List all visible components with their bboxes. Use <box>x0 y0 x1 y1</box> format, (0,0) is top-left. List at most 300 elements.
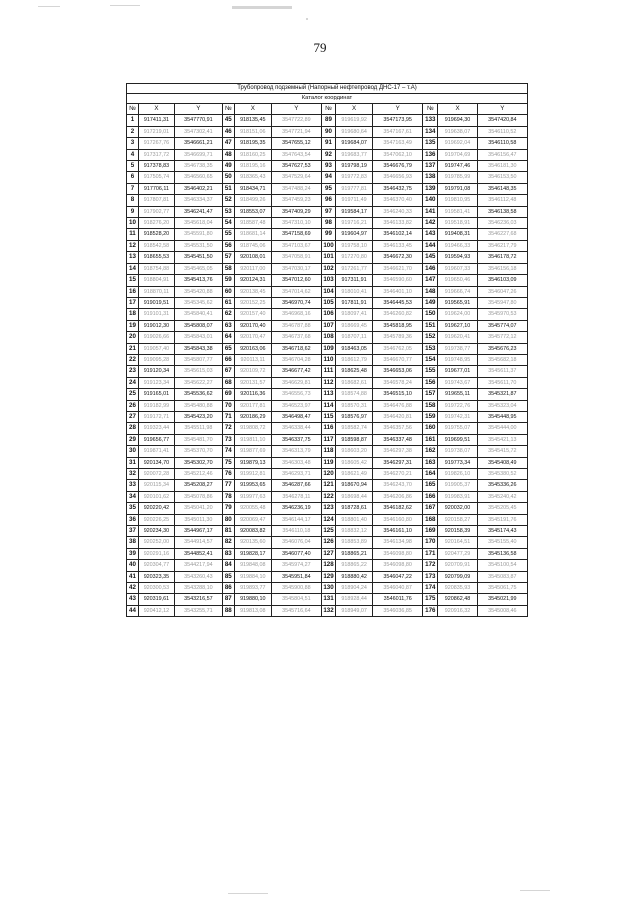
x-coordinate-cell: 918949,07 <box>336 605 373 616</box>
y-coordinate-cell: 3546672,30 <box>373 252 423 263</box>
point-number-cell: 72 <box>222 423 234 434</box>
column-header-x: X <box>336 104 373 115</box>
x-coordinate-cell: 919699,51 <box>438 434 477 445</box>
y-coordinate-cell: 3543255,71 <box>174 605 222 616</box>
y-coordinate-cell: 3545302,70 <box>174 457 222 468</box>
point-number-cell: 24 <box>127 377 139 388</box>
table-row <box>127 183 528 194</box>
point-number-cell: 30 <box>127 446 139 457</box>
x-coordinate-cell: 918434,71 <box>234 183 271 194</box>
x-coordinate-cell: 920477,29 <box>438 548 477 559</box>
x-coordinate-cell: 920108,01 <box>234 252 271 263</box>
x-coordinate-cell: 919748,95 <box>438 354 477 365</box>
table-row <box>127 605 528 616</box>
x-coordinate-cell: 919655,11 <box>438 389 477 400</box>
table-row <box>127 115 528 126</box>
y-coordinate-cell: 3543288,10 <box>174 583 222 594</box>
x-coordinate-cell: 919604,97 <box>336 229 373 240</box>
y-coordinate-cell: 3543216,57 <box>174 594 222 605</box>
x-coordinate-cell: 920709,91 <box>438 560 477 571</box>
y-coordinate-cell: 3545465,05 <box>174 263 222 274</box>
x-coordinate-cell: 917267,76 <box>138 138 174 149</box>
point-number-cell: 47 <box>222 138 234 149</box>
y-coordinate-cell: 3546297,31 <box>373 457 423 468</box>
scan-artifact <box>228 893 268 894</box>
table-title: Трубопровод подземный (Напорный нефтепровод ДНС-17 – т.А) <box>127 84 528 94</box>
x-coordinate-cell: 918853,89 <box>336 537 373 548</box>
y-coordinate-cell: 3546036,85 <box>373 605 423 616</box>
point-number-cell: 87 <box>222 594 234 605</box>
point-number-cell: 74 <box>222 446 234 457</box>
y-coordinate-cell: 3546420,81 <box>373 411 423 422</box>
x-coordinate-cell: 920124,31 <box>234 275 271 286</box>
point-number-cell: 65 <box>222 343 234 354</box>
table-row <box>127 377 528 388</box>
y-coordinate-cell: 3545611,70 <box>477 377 527 388</box>
point-number-cell: 52 <box>222 195 234 206</box>
y-coordinate-cell: 3546357,56 <box>373 423 423 434</box>
point-number-cell: 29 <box>127 434 139 445</box>
x-coordinate-cell: 918010,41 <box>336 286 373 297</box>
x-coordinate-cell: 919581,41 <box>438 206 477 217</box>
y-coordinate-cell: 3547058,91 <box>271 252 321 263</box>
table-row <box>127 389 528 400</box>
x-coordinate-cell: 918681,14 <box>234 229 271 240</box>
y-coordinate-cell: 3546313,79 <box>271 446 321 457</box>
y-coordinate-cell: 3547173,95 <box>373 115 423 126</box>
point-number-cell: 116 <box>321 423 335 434</box>
x-coordinate-cell: 918865,21 <box>336 548 373 559</box>
x-coordinate-cell: 918832,12 <box>336 526 373 537</box>
table-row <box>127 594 528 605</box>
point-number-cell: 94 <box>321 172 335 183</box>
point-number-cell: 88 <box>222 605 234 616</box>
y-coordinate-cell: 3545380,52 <box>477 469 527 480</box>
point-number-cell: 152 <box>423 332 438 343</box>
column-header-y: Y <box>174 104 222 115</box>
y-coordinate-cell: 3546217,79 <box>477 240 527 251</box>
x-coordinate-cell: 919808,72 <box>234 423 271 434</box>
y-coordinate-cell: 3546178,72 <box>477 252 527 263</box>
table-row <box>127 275 528 286</box>
y-coordinate-cell: 3546138,58 <box>477 206 527 217</box>
x-coordinate-cell: 918499,26 <box>234 195 271 206</box>
point-number-cell: 173 <box>423 571 438 582</box>
y-coordinate-cell: 3545807,77 <box>174 354 222 365</box>
point-number-cell: 35 <box>127 503 139 514</box>
y-coordinate-cell: 3546287,66 <box>271 480 321 491</box>
y-coordinate-cell: 3546243,70 <box>373 480 423 491</box>
point-number-cell: 51 <box>222 183 234 194</box>
point-number-cell: 93 <box>321 161 335 172</box>
x-coordinate-cell: 919182,99 <box>138 400 174 411</box>
y-coordinate-cell: 3545618,04 <box>174 218 222 229</box>
x-coordinate-cell: 920072,28 <box>138 469 174 480</box>
y-coordinate-cell: 3546718,62 <box>271 343 321 354</box>
x-coordinate-cell: 920117,00 <box>234 263 271 274</box>
x-coordinate-cell: 918160,25 <box>234 149 271 160</box>
x-coordinate-cell: 919758,10 <box>336 240 373 251</box>
x-coordinate-cell: 919607,33 <box>438 263 477 274</box>
y-coordinate-cell: 3546621,70 <box>373 263 423 274</box>
x-coordinate-cell: 919773,34 <box>438 457 477 468</box>
point-number-cell: 162 <box>423 446 438 457</box>
y-coordinate-cell: 3546970,74 <box>271 297 321 308</box>
x-coordinate-cell: 919466,33 <box>438 240 477 251</box>
y-coordinate-cell: 3546110,58 <box>477 138 527 149</box>
y-coordinate-cell: 3545840,41 <box>174 309 222 320</box>
x-coordinate-cell: 918682,61 <box>336 377 373 388</box>
x-coordinate-cell: 918655,53 <box>138 252 174 263</box>
point-number-cell: 89 <box>321 115 335 126</box>
point-number-cell: 78 <box>222 491 234 502</box>
x-coordinate-cell: 919848,08 <box>234 560 271 571</box>
x-coordinate-cell: 919813,08 <box>234 605 271 616</box>
point-number-cell: 54 <box>222 218 234 229</box>
point-number-cell: 123 <box>321 503 335 514</box>
point-number-cell: 6 <box>127 172 139 183</box>
x-coordinate-cell: 919755,07 <box>438 423 477 434</box>
point-number-cell: 36 <box>127 514 139 525</box>
y-coordinate-cell: 3545208,27 <box>174 480 222 491</box>
y-coordinate-cell: 3546334,37 <box>174 195 222 206</box>
y-coordinate-cell: 3546762,05 <box>373 343 423 354</box>
y-coordinate-cell: 3546337,75 <box>271 434 321 445</box>
x-coordinate-cell: 919172,71 <box>138 411 174 422</box>
y-coordinate-cell: 3546699,71 <box>174 149 222 160</box>
point-number-cell: 77 <box>222 480 234 491</box>
y-coordinate-cell: 3546144,17 <box>271 514 321 525</box>
y-coordinate-cell: 3543260,43 <box>174 571 222 582</box>
table-row <box>127 229 528 240</box>
point-number-cell: 129 <box>321 571 335 582</box>
y-coordinate-cell: 3546148,35 <box>477 183 527 194</box>
y-coordinate-cell: 3545531,50 <box>174 240 222 251</box>
x-coordinate-cell: 919638,07 <box>438 126 477 137</box>
y-coordinate-cell: 3545511,98 <box>174 423 222 434</box>
x-coordinate-cell: 917317,72 <box>138 149 174 160</box>
y-coordinate-cell: 3546338,44 <box>271 423 321 434</box>
x-coordinate-cell: 919791,08 <box>438 183 477 194</box>
y-coordinate-cell: 3545804,51 <box>271 594 321 605</box>
table-row <box>127 138 528 149</box>
x-coordinate-cell: 918804,91 <box>138 275 174 286</box>
x-coordinate-cell: 920916,32 <box>438 605 477 616</box>
y-coordinate-cell: 3545843,01 <box>174 332 222 343</box>
y-coordinate-cell: 3547488,24 <box>271 183 321 194</box>
table-row <box>127 400 528 411</box>
point-number-cell: 83 <box>222 548 234 559</box>
y-coordinate-cell: 3547655,12 <box>271 138 321 149</box>
x-coordinate-cell: 920799,09 <box>438 571 477 582</box>
x-coordinate-cell: 919772,83 <box>336 172 373 183</box>
y-coordinate-cell: 3546738,35 <box>174 161 222 172</box>
y-coordinate-cell: 3546236,19 <box>271 503 321 514</box>
x-coordinate-cell: 920291,16 <box>138 548 174 559</box>
table-row <box>127 286 528 297</box>
point-number-cell: 53 <box>222 206 234 217</box>
y-coordinate-cell: 3547721,94 <box>271 126 321 137</box>
y-coordinate-cell: 3547030,17 <box>271 263 321 274</box>
y-coordinate-cell: 3546047,26 <box>477 286 527 297</box>
x-coordinate-cell: 917811,91 <box>336 297 373 308</box>
point-number-cell: 148 <box>423 286 438 297</box>
y-coordinate-cell: 3545676,23 <box>477 343 527 354</box>
y-coordinate-cell: 3545481,70 <box>174 434 222 445</box>
page-number: 79 <box>313 40 327 55</box>
x-coordinate-cell: 918870,11 <box>138 286 174 297</box>
point-number-cell: 104 <box>321 286 335 297</box>
x-coordinate-cell: 920252,00 <box>138 537 174 548</box>
y-coordinate-cell: 3547167,61 <box>373 126 423 137</box>
point-number-cell: 135 <box>423 138 438 149</box>
x-coordinate-cell: 918582,74 <box>336 423 373 434</box>
x-coordinate-cell: 919656,77 <box>138 434 174 445</box>
point-number-cell: 25 <box>127 389 139 400</box>
y-coordinate-cell: 3546134,98 <box>373 537 423 548</box>
y-coordinate-cell: 3545951,84 <box>271 571 321 582</box>
point-number-cell: 5 <box>127 161 139 172</box>
y-coordinate-cell: 3545536,62 <box>174 389 222 400</box>
point-number-cell: 120 <box>321 469 335 480</box>
point-number-cell: 40 <box>127 560 139 571</box>
y-coordinate-cell: 3545843,38 <box>174 343 222 354</box>
y-coordinate-cell: 3547770,91 <box>174 115 222 126</box>
point-number-cell: 114 <box>321 400 335 411</box>
x-coordinate-cell: 918463,05 <box>336 343 373 354</box>
y-coordinate-cell: 3546661,21 <box>174 138 222 149</box>
y-coordinate-cell: 3545174,43 <box>477 526 527 537</box>
x-coordinate-cell: 918865,22 <box>336 560 373 571</box>
table-row <box>127 411 528 422</box>
y-coordinate-cell: 3546578,24 <box>373 377 423 388</box>
y-coordinate-cell: 3546161,10 <box>373 526 423 537</box>
y-coordinate-cell: 3545480,88 <box>174 400 222 411</box>
point-number-cell: 62 <box>222 309 234 320</box>
x-coordinate-cell: 918605,42 <box>336 457 373 468</box>
column-header-number: № <box>127 104 139 115</box>
x-coordinate-cell: 919879,13 <box>234 457 271 468</box>
x-coordinate-cell: 918276,20 <box>138 218 174 229</box>
table-row <box>127 366 528 377</box>
y-coordinate-cell: 3545970,53 <box>477 309 527 320</box>
y-coordinate-cell: 3546182,62 <box>373 503 423 514</box>
x-coordinate-cell: 919692,04 <box>438 138 477 149</box>
point-number-cell: 15 <box>127 275 139 286</box>
x-coordinate-cell: 920157,40 <box>234 309 271 320</box>
table-row <box>127 332 528 343</box>
x-coordinate-cell: 918754,88 <box>138 263 174 274</box>
table-row <box>127 469 528 480</box>
x-coordinate-cell: 917219,01 <box>138 126 174 137</box>
x-coordinate-cell: 919619,92 <box>336 115 373 126</box>
y-coordinate-cell: 3546133,82 <box>373 218 423 229</box>
point-number-cell: 101 <box>321 252 335 263</box>
x-coordinate-cell: 920083,82 <box>234 526 271 537</box>
x-coordinate-cell: 919565,91 <box>438 297 477 308</box>
table-row <box>127 161 528 172</box>
point-number-cell: 44 <box>127 605 139 616</box>
point-number-cell: 122 <box>321 491 335 502</box>
x-coordinate-cell: 919057,40 <box>138 343 174 354</box>
x-coordinate-cell: 917378,83 <box>138 161 174 172</box>
point-number-cell: 8 <box>127 195 139 206</box>
y-coordinate-cell: 3546133,45 <box>373 240 423 251</box>
point-number-cell: 63 <box>222 320 234 331</box>
y-coordinate-cell: 3545321,87 <box>477 389 527 400</box>
coordinate-table <box>126 83 528 617</box>
y-coordinate-cell: 3547014,62 <box>271 286 321 297</box>
x-coordinate-cell: 918553,07 <box>234 206 271 217</box>
y-coordinate-cell: 3545408,49 <box>477 457 527 468</box>
point-number-cell: 60 <box>222 286 234 297</box>
x-coordinate-cell: 918928,44 <box>336 594 373 605</box>
point-number-cell: 86 <box>222 583 234 594</box>
point-number-cell: 79 <box>222 503 234 514</box>
x-coordinate-cell: 918621,49 <box>336 469 373 480</box>
y-coordinate-cell: 3547012,60 <box>271 275 321 286</box>
point-number-cell: 117 <box>321 434 335 445</box>
x-coordinate-cell: 919738,07 <box>438 446 477 457</box>
y-coordinate-cell: 3546968,16 <box>271 309 321 320</box>
y-coordinate-cell: 3546787,88 <box>271 320 321 331</box>
point-number-cell: 91 <box>321 138 335 149</box>
x-coordinate-cell: 919684,07 <box>336 138 373 149</box>
table-row <box>127 149 528 160</box>
y-coordinate-cell: 3545818,95 <box>373 320 423 331</box>
point-number-cell: 22 <box>127 354 139 365</box>
point-number-cell: 171 <box>423 548 438 559</box>
y-coordinate-cell: 3546110,52 <box>477 126 527 137</box>
point-number-cell: 1 <box>127 115 139 126</box>
y-coordinate-cell: 3544217,94 <box>174 560 222 571</box>
y-coordinate-cell: 3546293,71 <box>271 469 321 480</box>
point-number-cell: 144 <box>423 240 438 251</box>
y-coordinate-cell: 3546432,75 <box>373 183 423 194</box>
table-body <box>127 115 528 617</box>
x-coordinate-cell: 920300,53 <box>138 583 174 594</box>
x-coordinate-cell: 920109,72 <box>234 366 271 377</box>
y-coordinate-cell: 3545323,04 <box>477 400 527 411</box>
point-number-cell: 133 <box>423 115 438 126</box>
x-coordinate-cell: 918728,61 <box>336 503 373 514</box>
x-coordinate-cell: 920101,62 <box>138 491 174 502</box>
point-number-cell: 119 <box>321 457 335 468</box>
point-number-cell: 126 <box>321 537 335 548</box>
y-coordinate-cell: 3545423,20 <box>174 411 222 422</box>
scan-artifact <box>306 18 308 20</box>
y-coordinate-cell: 3545947,80 <box>477 297 527 308</box>
point-number-cell: 167 <box>423 503 438 514</box>
y-coordinate-cell: 3546402,21 <box>174 183 222 194</box>
y-coordinate-cell: 3547163,49 <box>373 138 423 149</box>
y-coordinate-cell: 3546206,86 <box>373 491 423 502</box>
x-coordinate-cell: 919518,91 <box>438 218 477 229</box>
point-number-cell: 64 <box>222 332 234 343</box>
point-number-cell: 172 <box>423 560 438 571</box>
y-coordinate-cell: 3545421,13 <box>477 434 527 445</box>
point-number-cell: 112 <box>321 377 335 388</box>
y-coordinate-cell: 3545622,27 <box>174 377 222 388</box>
y-coordinate-cell: 3545974,27 <box>271 560 321 571</box>
x-coordinate-cell: 919408,31 <box>438 229 477 240</box>
column-header-x: X <box>234 104 271 115</box>
x-coordinate-cell: 919683,77 <box>336 149 373 160</box>
point-number-cell: 105 <box>321 297 335 308</box>
table-subtitle: Каталог координат <box>127 94 528 104</box>
x-coordinate-cell: 918135,45 <box>234 115 271 126</box>
x-coordinate-cell: 919785,99 <box>438 172 477 183</box>
x-coordinate-cell: 918097,41 <box>336 309 373 320</box>
point-number-cell: 41 <box>127 571 139 582</box>
point-number-cell: 7 <box>127 183 139 194</box>
point-number-cell: 32 <box>127 469 139 480</box>
point-number-cell: 154 <box>423 354 438 365</box>
x-coordinate-cell: 920304,77 <box>138 560 174 571</box>
y-coordinate-cell: 3547062,10 <box>373 149 423 160</box>
column-header-y: Y <box>373 104 423 115</box>
point-number-cell: 61 <box>222 297 234 308</box>
x-coordinate-cell: 920113,11 <box>234 354 271 365</box>
point-number-cell: 84 <box>222 560 234 571</box>
y-coordinate-cell: 3546077,40 <box>271 548 321 559</box>
x-coordinate-cell: 918195,16 <box>234 161 271 172</box>
x-coordinate-cell: 920131,57 <box>234 377 271 388</box>
x-coordinate-cell: 920226,25 <box>138 514 174 525</box>
x-coordinate-cell: 920158,39 <box>438 526 477 537</box>
x-coordinate-cell: 919627,10 <box>438 320 477 331</box>
table-row <box>127 297 528 308</box>
point-number-cell: 95 <box>321 183 335 194</box>
point-number-cell: 159 <box>423 411 438 422</box>
x-coordinate-cell: 918598,87 <box>336 434 373 445</box>
point-number-cell: 73 <box>222 434 234 445</box>
table-row <box>127 480 528 491</box>
point-number-cell: 20 <box>127 332 139 343</box>
x-coordinate-cell: 920158,27 <box>438 514 477 525</box>
point-number-cell: 48 <box>222 149 234 160</box>
table-row <box>127 514 528 525</box>
x-coordinate-cell: 917411,31 <box>138 115 174 126</box>
point-number-cell: 139 <box>423 183 438 194</box>
point-number-cell: 31 <box>127 457 139 468</box>
y-coordinate-cell: 3546181,30 <box>477 161 527 172</box>
point-number-cell: 38 <box>127 537 139 548</box>
point-number-cell: 11 <box>127 229 139 240</box>
x-coordinate-cell: 919798,19 <box>336 161 373 172</box>
point-number-cell: 70 <box>222 400 234 411</box>
x-coordinate-cell: 919880,10 <box>234 594 271 605</box>
x-coordinate-cell: 918195,35 <box>234 138 271 149</box>
point-number-cell: 176 <box>423 605 438 616</box>
y-coordinate-cell: 3545100,54 <box>477 560 527 571</box>
x-coordinate-cell: 919624,00 <box>438 309 477 320</box>
y-coordinate-cell: 3545448,95 <box>477 411 527 422</box>
x-coordinate-cell: 920164,51 <box>438 537 477 548</box>
x-coordinate-cell: 920323,35 <box>138 571 174 582</box>
y-coordinate-cell: 3545451,50 <box>174 252 222 263</box>
point-number-cell: 136 <box>423 149 438 160</box>
point-number-cell: 50 <box>222 172 234 183</box>
y-coordinate-cell: 3545061,75 <box>477 583 527 594</box>
column-header-y: Y <box>477 104 527 115</box>
point-number-cell: 98 <box>321 218 335 229</box>
table-row <box>127 195 528 206</box>
point-number-cell: 26 <box>127 400 139 411</box>
y-coordinate-cell: 3545011,30 <box>174 514 222 525</box>
y-coordinate-cell: 3547103,67 <box>271 240 321 251</box>
x-coordinate-cell: 917902,77 <box>138 206 174 217</box>
